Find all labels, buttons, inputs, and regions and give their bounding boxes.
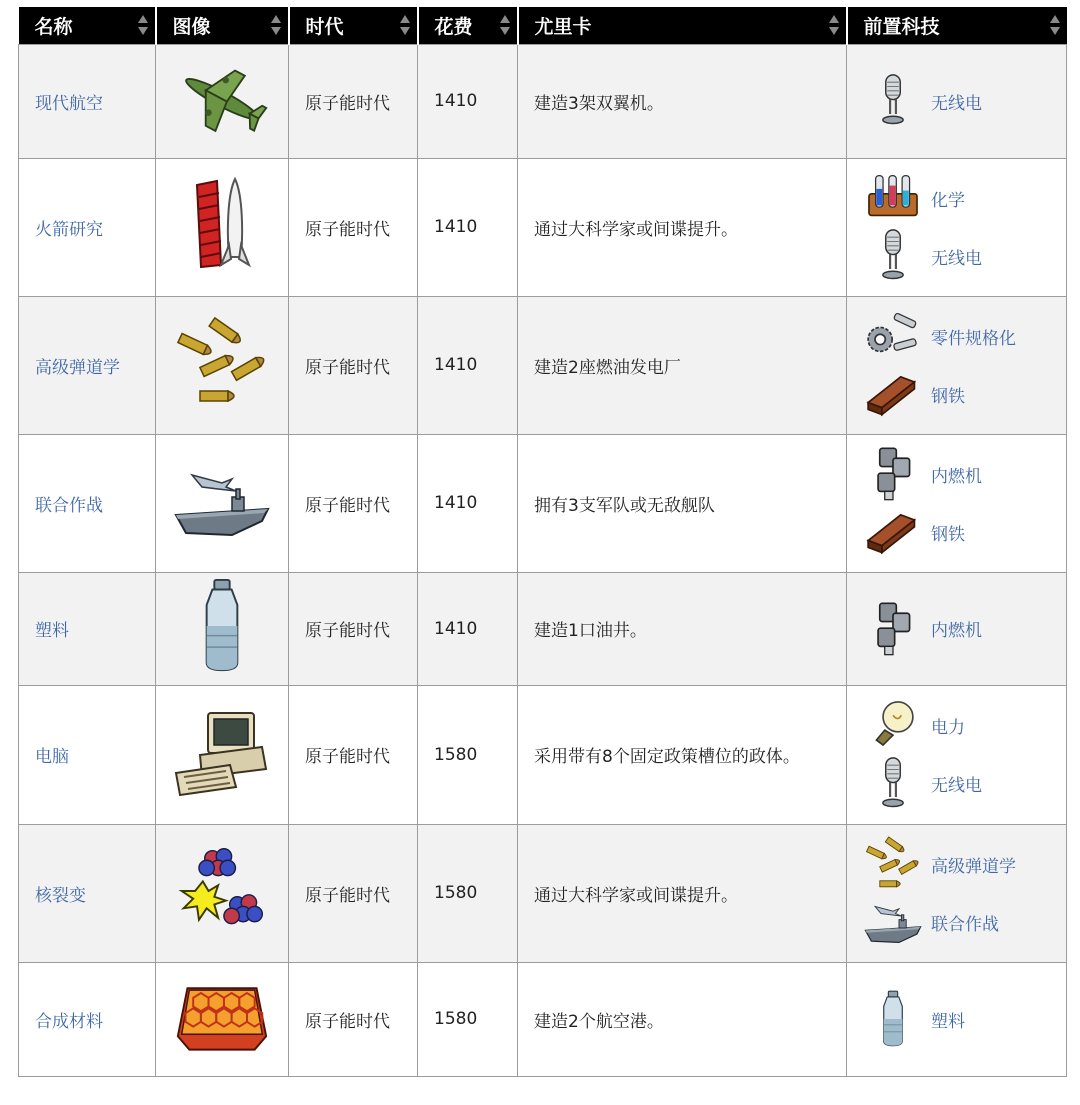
cell-name bbox=[19, 434, 156, 572]
sort-arrows-icon[interactable] bbox=[1050, 15, 1059, 35]
cell-eureka bbox=[518, 158, 847, 296]
prereq-link[interactable]: 无线电 bbox=[931, 248, 982, 269]
cell-image bbox=[156, 158, 289, 296]
prereq-item bbox=[863, 72, 1066, 130]
tech-name-link[interactable]: 电脑 bbox=[35, 747, 69, 767]
cell-era bbox=[289, 296, 418, 434]
cell-cost bbox=[418, 962, 518, 1076]
water-bottle-icon[interactable] bbox=[863, 990, 923, 1048]
era-text: 原子能时代 bbox=[305, 93, 390, 114]
cell-era bbox=[289, 685, 418, 824]
cell-prereqs bbox=[847, 572, 1067, 685]
col-header-label: 时代 bbox=[305, 15, 344, 38]
col-header-label: 图像 bbox=[172, 15, 211, 38]
aircraft-carrier-icon[interactable] bbox=[172, 459, 272, 543]
prereq-item bbox=[863, 755, 1066, 813]
engine-pistons-icon[interactable] bbox=[863, 445, 923, 503]
cell-eureka bbox=[518, 685, 847, 824]
table-row bbox=[19, 685, 1067, 824]
era-text: 原子能时代 bbox=[305, 885, 390, 906]
cell-name bbox=[19, 158, 156, 296]
tech-name-link[interactable]: 现代航空 bbox=[35, 93, 103, 114]
microphone-icon[interactable] bbox=[863, 227, 923, 285]
honeycomb-tile-icon[interactable] bbox=[174, 978, 270, 1056]
prereq-link[interactable]: 高级弹道学 bbox=[931, 856, 1016, 877]
eureka-text: 通过大科学家或间谍提升。 bbox=[534, 885, 738, 906]
steel-beam-icon[interactable] bbox=[863, 503, 923, 561]
sort-arrows-icon[interactable] bbox=[829, 15, 838, 35]
prereq-item bbox=[863, 697, 1066, 755]
eureka-text: 建造3架双翼机。 bbox=[534, 93, 664, 114]
cell-image bbox=[156, 685, 289, 824]
prereq-item bbox=[863, 990, 1066, 1048]
test-tubes-icon[interactable] bbox=[863, 169, 923, 227]
era-text: 原子能时代 bbox=[305, 747, 390, 767]
prereq-link[interactable]: 零件规格化 bbox=[931, 328, 1016, 349]
cell-name bbox=[19, 44, 156, 158]
cell-cost bbox=[418, 685, 518, 824]
cell-image bbox=[156, 44, 289, 158]
tech-table bbox=[18, 7, 1067, 1077]
prereq-item bbox=[863, 503, 1066, 561]
engine-pistons-icon[interactable] bbox=[863, 600, 923, 658]
col-header-cost[interactable] bbox=[418, 7, 518, 44]
col-header-eureka[interactable] bbox=[518, 7, 847, 44]
cell-cost bbox=[418, 824, 518, 962]
prereq-item bbox=[863, 893, 1066, 951]
tech-name-link[interactable]: 联合作战 bbox=[35, 495, 103, 516]
cell-image bbox=[156, 962, 289, 1076]
cell-prereqs bbox=[847, 962, 1067, 1076]
table-row bbox=[19, 434, 1067, 572]
prereq-link[interactable]: 联合作战 bbox=[931, 914, 999, 935]
cell-era bbox=[289, 158, 418, 296]
microphone-icon[interactable] bbox=[863, 72, 923, 130]
cell-eureka bbox=[518, 572, 847, 685]
steel-beam-icon[interactable] bbox=[863, 365, 923, 423]
microphone-icon[interactable] bbox=[863, 755, 923, 813]
rocket-icon[interactable] bbox=[185, 175, 259, 275]
tech-name-link[interactable]: 高级弹道学 bbox=[35, 357, 120, 378]
prereq-link[interactable]: 内燃机 bbox=[931, 621, 982, 641]
cell-era bbox=[289, 824, 418, 962]
bomber-plane-icon[interactable] bbox=[176, 59, 268, 139]
cost-text: 1410 bbox=[434, 217, 478, 237]
cell-eureka bbox=[518, 434, 847, 572]
prereq-link[interactable]: 塑料 bbox=[931, 1011, 965, 1032]
cell-prereqs bbox=[847, 44, 1067, 158]
cell-name bbox=[19, 824, 156, 962]
cell-era bbox=[289, 572, 418, 685]
eureka-text: 建造2个航空港。 bbox=[534, 1011, 664, 1032]
cell-eureka bbox=[518, 824, 847, 962]
era-text: 原子能时代 bbox=[305, 1011, 390, 1032]
eureka-text: 拥有3支军队或无敌舰队 bbox=[534, 495, 715, 516]
prereq-link[interactable]: 电力 bbox=[931, 718, 965, 738]
prereq-link[interactable]: 无线电 bbox=[931, 776, 982, 796]
era-text: 原子能时代 bbox=[305, 219, 390, 240]
computer-icon[interactable] bbox=[172, 707, 272, 797]
col-header-era[interactable] bbox=[289, 7, 418, 44]
col-header-name[interactable] bbox=[19, 7, 156, 44]
cell-image bbox=[156, 572, 289, 685]
table-header-row bbox=[19, 7, 1067, 44]
era-text: 原子能时代 bbox=[305, 495, 390, 516]
cost-text: 1410 bbox=[434, 355, 478, 375]
cell-cost bbox=[418, 572, 518, 685]
table-row bbox=[19, 296, 1067, 434]
sort-arrows-icon[interactable] bbox=[400, 15, 409, 35]
table-row bbox=[19, 158, 1067, 296]
eureka-text: 建造2座燃油发电厂 bbox=[534, 357, 681, 378]
prereq-link[interactable]: 钢铁 bbox=[931, 386, 965, 407]
cost-text: 1580 bbox=[434, 1009, 478, 1029]
bullets-icon[interactable] bbox=[172, 317, 272, 409]
col-header-label: 尤里卡 bbox=[534, 15, 592, 38]
col-header-image[interactable] bbox=[156, 7, 289, 44]
table-row bbox=[19, 572, 1067, 685]
cell-era bbox=[289, 434, 418, 572]
cell-era bbox=[289, 44, 418, 158]
col-header-label: 前置科技 bbox=[863, 15, 940, 38]
cell-cost bbox=[418, 296, 518, 434]
cell-eureka bbox=[518, 44, 847, 158]
table-row bbox=[19, 824, 1067, 962]
cell-cost bbox=[418, 44, 518, 158]
aircraft-carrier-icon[interactable] bbox=[863, 893, 923, 951]
sort-arrows-icon[interactable] bbox=[271, 15, 280, 35]
col-header-label: 名称 bbox=[34, 15, 73, 38]
cell-prereqs bbox=[847, 685, 1067, 824]
prereq-item bbox=[863, 365, 1066, 423]
tech-name-link[interactable]: 核裂变 bbox=[35, 885, 86, 906]
prereq-item bbox=[863, 169, 1066, 227]
eureka-text: 采用带有8个固定政策槽位的政体。 bbox=[534, 747, 800, 767]
table-row bbox=[19, 962, 1067, 1076]
prereq-item bbox=[863, 307, 1066, 365]
prereq-item bbox=[863, 445, 1066, 503]
prereq-item bbox=[863, 600, 1066, 658]
cell-cost bbox=[418, 434, 518, 572]
cost-text: 1410 bbox=[434, 618, 478, 639]
cell-name bbox=[19, 685, 156, 824]
cell-name bbox=[19, 962, 156, 1076]
atom-split-icon[interactable] bbox=[174, 843, 270, 939]
cost-text: 1410 bbox=[434, 91, 478, 111]
prereq-item bbox=[863, 227, 1066, 285]
eureka-text: 建造1口油井。 bbox=[534, 621, 647, 641]
cost-text: 1580 bbox=[434, 883, 478, 903]
col-header-label: 花费 bbox=[434, 15, 473, 38]
sort-arrows-icon[interactable] bbox=[138, 15, 147, 35]
cell-prereqs bbox=[847, 296, 1067, 434]
eureka-text: 通过大科学家或间谍提升。 bbox=[534, 219, 738, 240]
table-row bbox=[19, 44, 1067, 158]
tech-name-link[interactable]: 火箭研究 bbox=[35, 219, 103, 240]
cell-eureka bbox=[518, 296, 847, 434]
era-text: 原子能时代 bbox=[305, 357, 390, 378]
cell-name bbox=[19, 572, 156, 685]
cell-era bbox=[289, 962, 418, 1076]
prereq-link[interactable]: 化学 bbox=[931, 190, 965, 211]
cell-name bbox=[19, 296, 156, 434]
gear-bolts-icon[interactable] bbox=[863, 307, 923, 365]
sort-arrows-icon[interactable] bbox=[500, 15, 509, 35]
tech-name-link[interactable]: 塑料 bbox=[35, 621, 69, 641]
prereq-link[interactable]: 内燃机 bbox=[931, 466, 982, 487]
cost-text: 1410 bbox=[434, 493, 478, 513]
cell-prereqs bbox=[847, 434, 1067, 572]
cell-image bbox=[156, 296, 289, 434]
era-text: 原子能时代 bbox=[305, 621, 390, 641]
cell-prereqs bbox=[847, 824, 1067, 962]
bullets-icon[interactable] bbox=[863, 835, 923, 893]
cell-cost bbox=[418, 158, 518, 296]
cell-prereqs bbox=[847, 158, 1067, 296]
cell-image bbox=[156, 824, 289, 962]
table-body bbox=[19, 44, 1067, 1076]
cost-text: 1580 bbox=[434, 744, 478, 765]
tech-name-link[interactable]: 合成材料 bbox=[35, 1011, 103, 1032]
prereq-link[interactable]: 钢铁 bbox=[931, 524, 965, 545]
prereq-item bbox=[863, 835, 1066, 893]
col-header-prereq[interactable] bbox=[847, 7, 1067, 44]
water-bottle-icon[interactable] bbox=[191, 578, 253, 674]
light-bulb-icon[interactable] bbox=[863, 697, 923, 755]
cell-eureka bbox=[518, 962, 847, 1076]
prereq-link[interactable]: 无线电 bbox=[931, 93, 982, 114]
cell-image bbox=[156, 434, 289, 572]
